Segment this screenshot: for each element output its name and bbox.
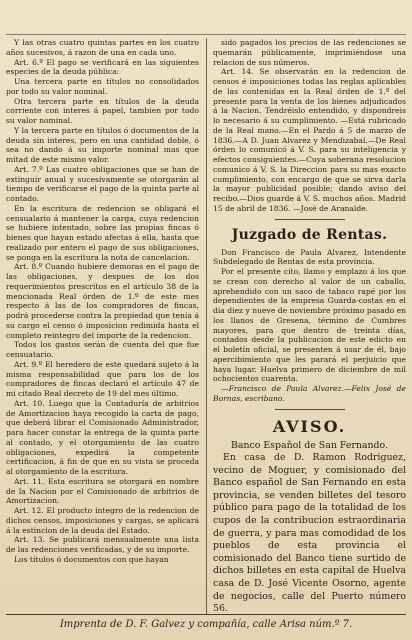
left-paragraph: Los títulos ó documentos con que hayan [14, 554, 169, 564]
left-paragraph: En la escritura de redencion se obligará el censualario á mantener la carga, cuya redencion se hubiere intentado, sobre las propias fincas ó bienes que hayan estado afectas á ella, hasta que realizado por entero el pago de sus obligaciones, se ponga en la escritura la nota de cancelacion. [6, 203, 199, 262]
aviso-body [213, 440, 406, 616]
left-paragraph: Y las otras cuatro quintas partes en los cuatro años sucesivos, á razon de una en cada uno. [6, 38, 199, 57]
left-column [6, 38, 199, 565]
aviso-subtitle: Banco Español de San Fernando. [230, 439, 388, 451]
juzgado-signature: —Francisco de Paula Alvarez.—Felix José de Bornas, escribano. [213, 384, 406, 403]
juzgado-paragraph: Por el presente cito, llamo y emplazo á los que se crean con derecho al valor de un caballo, aprehendido con un saco de tabaco rapé por los dependientes de la empresa Guarda-costas en el dia diez y nueve de noviembre próximo pasado en los llanos de Gresena, término de Cumbres mayores, para que dentro de treinta días, contados desde la publicacion de este edicto en el boletín oficial, se presenten á usar de él, bajo apercibimiento que les parará el perjuicio que haya lugar. Huelva primero de diciembre de mil ochocientos cuarenta. [213, 267, 406, 384]
aviso-heading: AVISO. [272, 416, 347, 436]
printer-footer: Imprenta de D. F. Galvez y compañía, calle Arisa núm.º 7. [59, 619, 353, 630]
right-paragraph: sido pagados los precios de las redenciones se quemarán públicamente, imprimiéndose una relacion de sus números. [213, 38, 406, 67]
column-divider [206, 38, 207, 615]
section-rule [275, 219, 345, 220]
left-paragraph: Art. 6.º El pago se verificará en las siguientes especies de la deuda pública: [6, 57, 199, 77]
right-column [213, 38, 406, 616]
left-paragraph: Art. 9.º El heredero de este quedará sujeto á la misma responsabilidad que para los de los compradores de fincas declaró el artículo 47 de mi citado Real decreto de 19 del mes último. [6, 359, 199, 398]
left-paragraph: Art. 8.º Cuando hubiere demoras en el pago de las obligaciones, y despues de los dos requerimientos prescritos en el artículo 38 de la mencionada Real órden de 1.º de este mes respecto á las de los compradores de fincas, podrá procederse contra la propiedad que tenía á su cargo el censo ó imposicion redimida hasta el completo reintegro del importe de la redencion. [6, 262, 199, 340]
left-paragraph: Art. 11. Esta escritura se otorgará en nombre de la Nacion por el Comisionado de arbitrios de Amortizacion. [6, 476, 199, 506]
top-rule [6, 34, 406, 35]
left-paragraph: Y la tercera parte en títulos ó documentos de la deuda sin interes, pero en una cantidad doble, ó sea no dando á su importe nominal mas que mitad de este mismo valor. [6, 125, 199, 164]
left-paragraph: Art. 10. Luego que la Contaduría de arbitrios de Amortizacion haya recogido la carta de pago, que deberá librar el Comisionado Administrador, para hacer constar la entrega de la quinta parte al contado, y el otorgamiento de las cuatro obligaciones, expedirá la competente certificacion, á fin de que en su vista se proceda al otorgamiento de la escritura. [6, 398, 199, 476]
left-paragraph: Art. 13. Se publicará mensualmente una lista de las redenciones verificadas, y de su importe. [6, 535, 199, 554]
aviso-paragraph: En casa de D. Ramon Rodriguez, vecino de Moguer, y comisionado del Banco español de San Fernando en esta provincia, se venden billetes del tesoro público para pago de la totalidad de los cupos de la contribucion estraordinaria de guerra, y para mas comodidad de los pueblos de esta provincia el comisionado del Banco tiene surtido de dichos billetes en esta capital de Huelva casa de D. José Vicente Osorno, agente de negocios, calle del Puerto número 56. [213, 452, 406, 615]
left-paragraph: Art. 12. El producto íntegro de la redencion de dichos censos, imposiciones y cargas, se aplicará á la estincion de la deuda del Estado. [6, 506, 199, 535]
right-paragraph: Art. 14. Se observarán en la redencion de censos é imposiciones todas las reglas aplicables de las contenidas en la Real órden de 1.º del presente para la venta de los bienes adjudicados á la Nacion. Tendréislo entendido, y dispondreis lo necesario á su cumplimiento. —Está rubricado de la Real mano.—En el Pardo á 5 de marzo de 1836.—A D. Juan Alvarez y Mendizabal.—De Real órden lo comunicó á V. S. para su inteligencia y efectos consiguientes.—Cuya soberana resolucion comunico á V. S. la Direccion para su mas exacto cumplimiento, con encargo de que se sirva darla la mayor publicidad posible; dando aviso del recibo.—Dios guarde á V. S. muchos años. Madrid 15 de abril de 1836. —José de Aranalde. [213, 67, 406, 213]
left-paragraph: Todos los gastos serán de cuenta del que fue censuatario. [6, 340, 199, 359]
bottom-rule [6, 614, 406, 615]
juzgado-heading: Juzgado de Rentas. [231, 226, 388, 243]
left-paragraph: Art. 7.º Las cuatro obligaciones que se han de extinguir anual y sucesivamente se otorgarán al tiempo de verificarse el pago de la quinta parte al contado. [6, 164, 199, 203]
juzgado-paragraph: Don Francisco de Paula Alvarez, Intendente Subdelegado de Rentas de esta provincia. [213, 247, 406, 267]
section-rule [275, 409, 345, 410]
left-paragraph: Una tercera parte en títulos no consolidados por todo su valor nominal. [6, 77, 199, 96]
left-paragraph: Otra tercera parte en títulos de la deuda corriente con interes á papel, tambien por todo su valor nominal. [6, 96, 199, 125]
